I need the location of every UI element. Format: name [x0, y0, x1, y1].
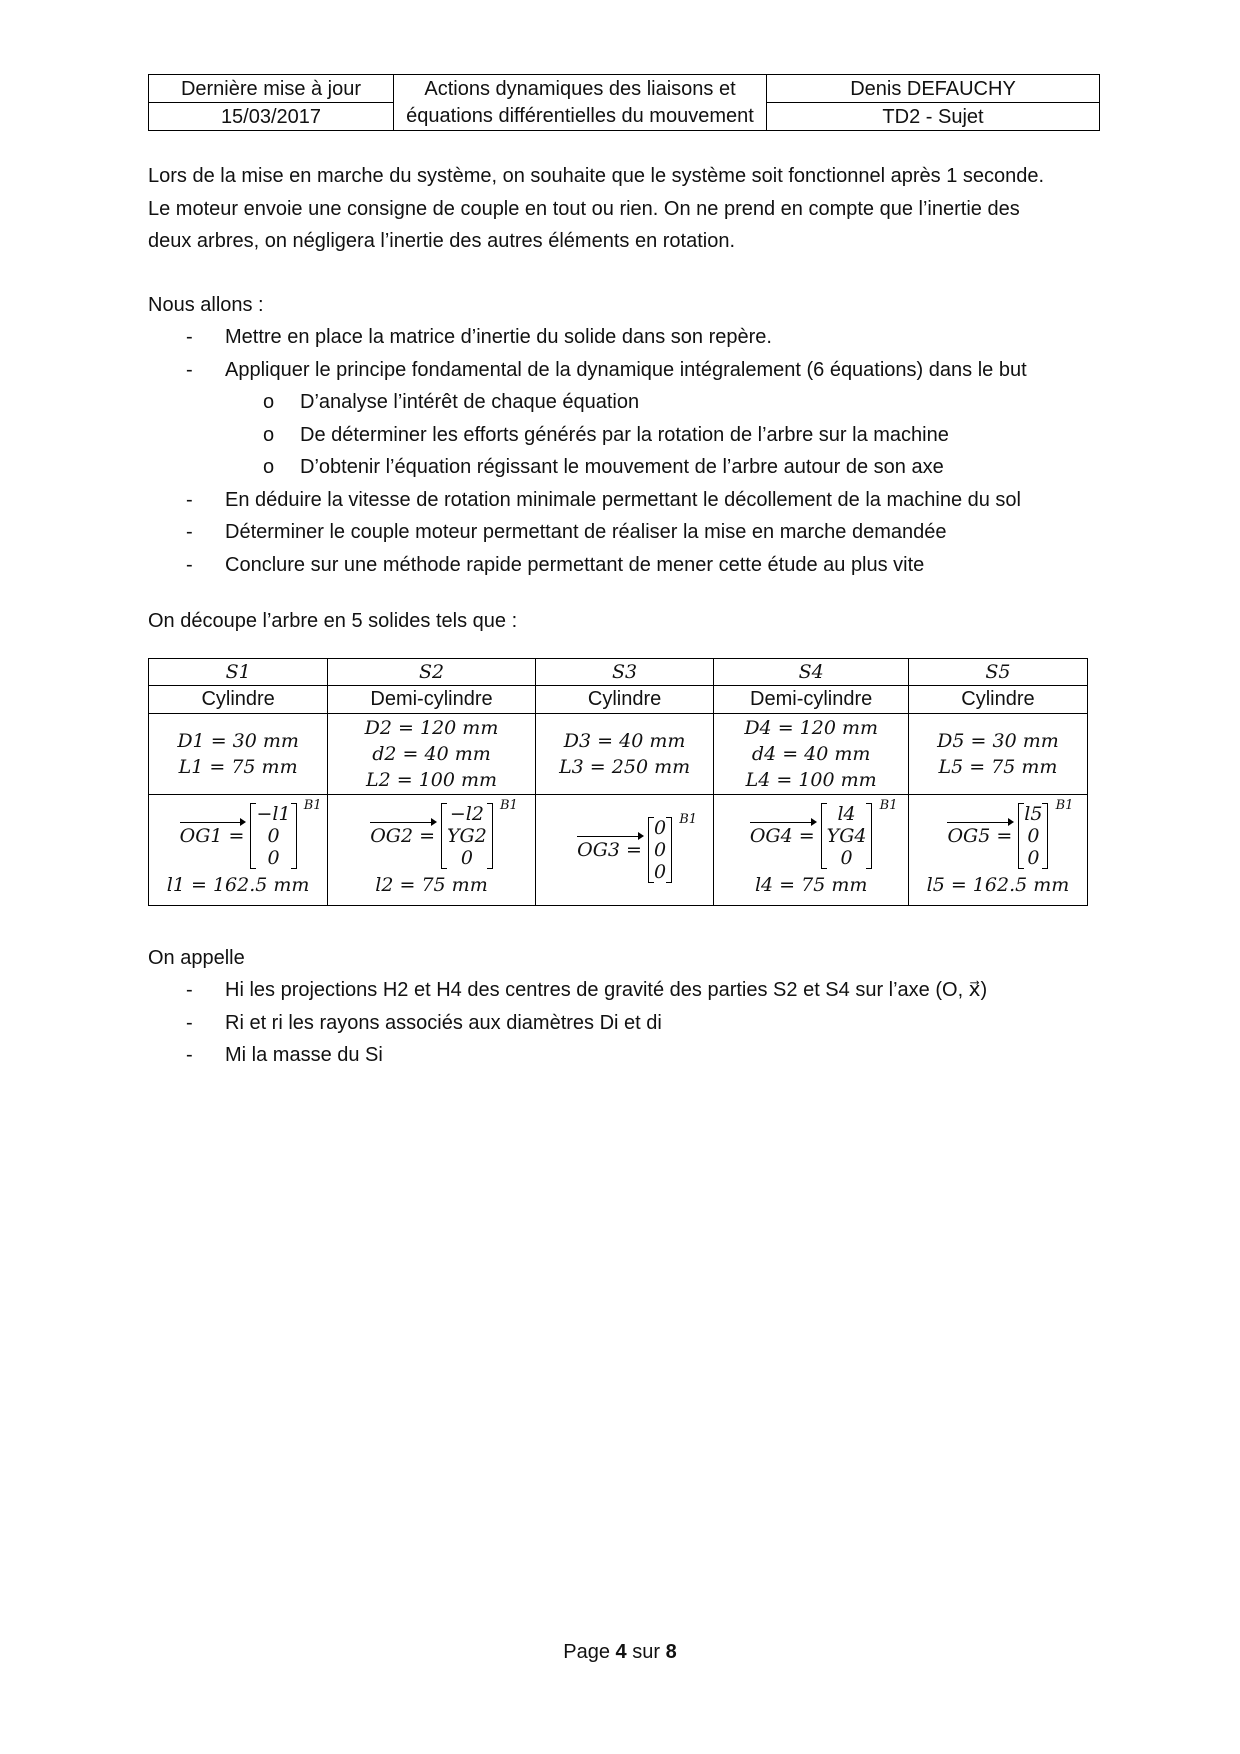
matrix-entry: −l2	[449, 803, 484, 825]
solid-type: Cylindre	[149, 686, 328, 714]
solid-type: Cylindre	[908, 686, 1087, 714]
dimension-value: D4 = 120 mm	[744, 717, 878, 739]
og-matrix	[821, 798, 898, 869]
update-date: 15/03/2017	[149, 103, 394, 131]
list-item: - Mi la masse du Si	[186, 1044, 383, 1066]
dimension-value: D3 = 40 mm	[563, 730, 686, 752]
solid-type: Demi-cylindre	[714, 686, 909, 714]
solid-og-row	[149, 795, 1088, 906]
list-item: - Conclure sur une méthode rapide permettant de mener cette étude au plus vite	[186, 553, 925, 576]
dimension-value: D5 = 30 mm	[937, 730, 1059, 752]
solid-og	[535, 795, 714, 906]
dimension-value: L2 = 100 mm	[365, 769, 498, 791]
og-matrix	[648, 812, 698, 883]
dimension-value: L5 = 75 mm	[938, 756, 1058, 778]
list-item: - Mettre en place la matrice d’inertie du solide dans son repère.	[186, 326, 772, 348]
doc-id: TD2 - Sujet	[767, 103, 1100, 131]
list-item: - Appliquer le principe fondamental de la dynamique intégralement (6 équations) dans le but o D’analyse l’intérêt de chaque équation o De déterminer les efforts générés par la rotation de l’arbre sur la machine o D’obtenir l’équation régissant le mouvement de l’arbre autour de son axe	[148, 354, 1100, 484]
og-matrix	[250, 798, 322, 869]
list-item: - Hi les projections H2 et H4 des centres de gravité des parties S2 et S4 sur l’axe (O, x⃗)	[186, 979, 988, 1001]
l-value: l5 = 162.5 mm	[926, 874, 1070, 896]
page-number: 4	[615, 1641, 627, 1663]
solids-table	[148, 658, 1088, 906]
solid-name-row	[149, 659, 1088, 686]
solid-name: S5	[908, 659, 1087, 686]
og-vector	[947, 798, 1074, 869]
list-item: - En déduire la vitesse de rotation minimale permettant le décollement de la machine du sol	[186, 488, 1021, 511]
og-vector	[370, 798, 518, 869]
solid-dims	[908, 714, 1087, 795]
solid-og	[149, 795, 328, 906]
intro-paragraph: Lors de la mise en marche du système, on souhaite que le système soit fonctionnel après 1 seconde. Le moteur envoie une consigne de couple en tout ou rien. On ne prend en compte que l’inertie des deux arbres, on négligera l’inertie des autres éléments en rotation.	[148, 165, 1045, 252]
matrix-entry: l5	[1024, 803, 1043, 825]
page-footer: Page 4 sur 8	[563, 1641, 677, 1663]
appel-section	[148, 942, 1100, 1066]
dimension-value: L1 = 75 mm	[178, 756, 298, 778]
dimension-value: D2 = 120 mm	[364, 717, 499, 739]
list-item: - Ri et ri les rayons associés aux diamètres Di et di	[186, 1011, 662, 1034]
og-matrix	[441, 798, 518, 869]
solid-name: S1	[149, 659, 328, 686]
solid-type: Cylindre	[535, 686, 714, 714]
og-label: OG1 =	[179, 825, 245, 847]
solid-og	[908, 795, 1087, 906]
header-table	[148, 74, 1100, 131]
matrix-entry: 0	[840, 847, 853, 869]
og-vector	[577, 812, 698, 883]
og-label: OG2 =	[370, 825, 435, 847]
list-item: - Déterminer le couple moteur permettant de réaliser la mise en marche demandée	[186, 521, 947, 543]
solid-dims	[535, 714, 714, 795]
sub-list-item: o D’obtenir l’équation régissant le mouvement de l’arbre autour de son axe	[263, 456, 944, 478]
author: Denis DEFAUCHY	[767, 75, 1100, 103]
matrix-entry: 0	[653, 817, 667, 839]
matrix-entry: 0	[267, 825, 280, 847]
matrix-entry: 0	[267, 847, 280, 869]
matrix-entry: YG2	[447, 825, 487, 847]
og-label: OG5 =	[947, 825, 1013, 847]
basis-label: B1	[679, 812, 698, 827]
matrix-entry: −l1	[256, 803, 291, 825]
solid-name: S3	[535, 659, 714, 686]
page-total: 8	[665, 1641, 677, 1663]
update-label: Dernière mise à jour	[149, 75, 394, 103]
sub-list-item: o De déterminer les efforts générés par la rotation de l’arbre sur la machine	[263, 423, 949, 446]
solid-name: S4	[714, 659, 909, 686]
solid-name: S2	[328, 659, 536, 686]
solid-dims	[328, 714, 536, 795]
matrix-entry: 0	[1027, 825, 1040, 847]
matrix-entry: 0	[1027, 847, 1040, 869]
l-value: l2 = 75 mm	[375, 874, 488, 896]
basis-label: B1	[499, 798, 518, 813]
matrix-entry: 0	[653, 861, 667, 883]
matrix-entry: l4	[837, 803, 856, 825]
appel-heading: On appelle	[148, 947, 245, 969]
basis-label: B1	[1055, 798, 1074, 813]
solid-type-row	[149, 686, 1088, 714]
og-matrix	[1018, 798, 1074, 869]
l-value: l4 = 75 mm	[754, 874, 868, 896]
dimension-value: d4 = 40 mm	[751, 743, 871, 765]
og-vector	[749, 798, 898, 869]
sub-list-item: o D’analyse l’intérêt de chaque équation	[263, 391, 640, 413]
solid-dims-row	[149, 714, 1088, 795]
matrix-entry: 0	[460, 847, 473, 869]
plan-section	[148, 289, 1100, 576]
og-vector	[179, 798, 322, 869]
dimension-value: D1 = 30 mm	[177, 730, 299, 752]
solid-og	[328, 795, 536, 906]
plan-heading: Nous allons :	[148, 294, 264, 316]
appel-list	[148, 974, 1100, 1072]
solid-type: Demi-cylindre	[328, 686, 536, 714]
og-label: OG4 =	[749, 825, 815, 847]
sub-list	[225, 386, 1100, 484]
basis-label: B1	[303, 798, 322, 813]
dimension-value: L3 = 250 mm	[559, 756, 691, 778]
dimension-value: L4 = 100 mm	[745, 769, 877, 791]
solid-og	[714, 795, 909, 906]
matrix-entry: 0	[653, 839, 667, 861]
cut-paragraph: On découpe l’arbre en 5 solides tels que :	[148, 610, 518, 632]
doc-title: Actions dynamiques des liaisons et équations différentielles du mouvement	[394, 75, 767, 131]
basis-label: B1	[879, 798, 898, 813]
solid-dims	[149, 714, 328, 795]
matrix-entry: YG4	[826, 825, 867, 847]
l-value: l1 = 162.5 mm	[166, 874, 310, 896]
plan-list	[148, 321, 1100, 581]
og-label: OG3 =	[577, 839, 642, 861]
dimension-value: d2 = 40 mm	[372, 743, 491, 765]
solid-dims	[714, 714, 909, 795]
